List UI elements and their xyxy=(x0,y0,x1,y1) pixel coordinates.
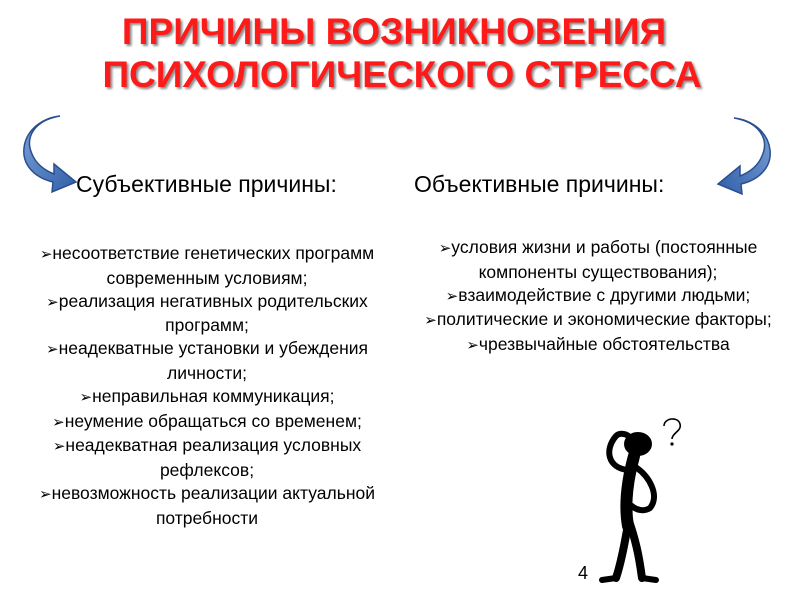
curved-arrow-right-icon xyxy=(712,114,772,196)
list-item: ➢чрезвычайные обстоятельства xyxy=(466,334,730,355)
arrow-bullet-icon: ➢ xyxy=(46,293,59,311)
slide-title xyxy=(0,10,800,96)
arrow-bullet-icon: ➢ xyxy=(52,438,66,456)
objective-list xyxy=(412,236,784,358)
list-item: ➢реализация негативных родительских программ; xyxy=(46,290,368,336)
arrow-bullet-icon: ➢ xyxy=(39,246,53,263)
list-item: ➢взаимодействие с другими людьми; xyxy=(445,284,751,305)
slide-title-line1: ПРИЧИНЫ ВОЗНИКНОВЕНИЯ xyxy=(121,11,667,52)
list-item: ➢несоответствие генетических программ современным условиям; xyxy=(39,243,375,288)
thinking-figure-icon xyxy=(598,408,698,588)
arrow-bullet-icon: ➢ xyxy=(79,388,93,406)
arrow-bullet-icon: ➢ xyxy=(52,413,65,431)
list-item: ➢неадекватные установки и убеждения личности; xyxy=(46,338,368,383)
arrow-bullet-icon: ➢ xyxy=(445,287,459,305)
list-item: ➢политические и экономические факторы; xyxy=(424,309,772,330)
list-item: ➢неправильная коммуникация; xyxy=(79,385,335,406)
list-item: ➢неадекватная реализация условных рефлексов; xyxy=(52,435,362,481)
objective-heading: Объективные причины: xyxy=(414,171,665,197)
list-item: ➢условия жизни и работы (постоянные компоненты существования); xyxy=(438,237,758,282)
arrow-bullet-icon: ➢ xyxy=(38,485,52,503)
page-number: 4 xyxy=(578,563,589,583)
list-item: ➢невозможность реализации актуальной потребности xyxy=(38,482,375,528)
arrow-bullet-icon: ➢ xyxy=(438,240,452,257)
slide-title-line2: ПСИХОЛОГИЧЕСКОГО СТРЕССА xyxy=(102,54,702,95)
arrow-bullet-icon: ➢ xyxy=(424,312,437,330)
arrow-bullet-icon: ➢ xyxy=(466,337,479,355)
curved-arrow-left-icon xyxy=(22,112,82,194)
subjective-heading: Субъективные причины: xyxy=(76,171,337,197)
list-item: ➢неумение обращаться со временем; xyxy=(52,410,362,431)
arrow-bullet-icon: ➢ xyxy=(46,341,59,359)
subjective-list xyxy=(22,242,392,530)
